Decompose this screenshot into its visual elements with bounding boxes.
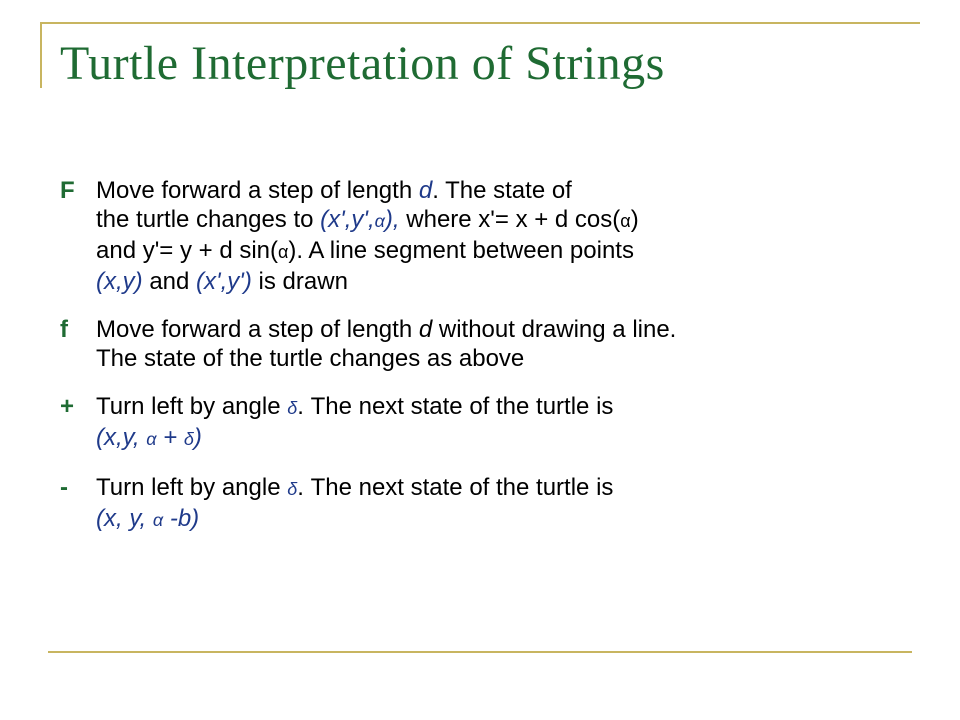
rule-symbol: + [60,393,75,420]
math-expression: ) [193,424,202,451]
math-expression: + [156,424,184,451]
text-run: is drawn [251,268,348,295]
text-run: and [142,268,197,295]
rule-symbol: F [60,177,75,204]
bottom-rule [48,651,912,653]
greek-symbol: α [278,242,289,262]
math-expression: ), [384,206,400,233]
math-expression: (x,y) [96,268,143,295]
text-run: d [418,316,433,343]
text-run: . The next state of the turtle is [297,393,614,420]
greek-symbol: α [620,211,631,231]
text-run: Move forward a step of length [96,177,419,204]
math-expression: (x,y, [96,424,147,451]
text-run: ) [630,206,639,233]
rule-description [96,315,920,373]
greek-symbol: α [146,429,157,449]
text-run: without drawing a line. [432,316,677,343]
text-run: the turtle changes to [96,206,321,233]
greek-symbol: δ [287,479,298,499]
rule-item-plus [60,392,920,454]
text-run: where x'= x + d cos( [399,206,621,233]
left-rule [40,22,42,88]
top-rule [40,22,920,24]
text-run: The state of the turtle changes as above [96,345,525,372]
text-run: Turn left by angle [96,474,288,501]
math-expression: (x, y, [96,505,153,532]
greek-symbol: α [152,510,164,530]
text-run: Move forward a step of length [96,316,419,343]
rule-item-F [60,176,920,296]
greek-symbol: δ [287,398,298,418]
rule-item-minus [60,473,920,535]
text-run: Turn left by angle [96,393,288,420]
slide-body [60,176,920,554]
text-run: . The state of [432,177,572,204]
rule-description [96,392,920,454]
math-expression: -b) [163,505,200,532]
text-run: . The next state of the turtle is [297,474,614,501]
math-expression: (x',y') [196,268,252,295]
rule-symbol: - [60,474,68,501]
greek-symbol: δ [183,429,194,449]
rule-description [96,473,920,535]
rule-symbol: f [60,316,68,343]
rule-description [96,176,920,296]
math-expression: d [418,177,433,204]
slide-title: Turtle Interpretation of Strings [60,37,665,90]
text-run: and y'= y + d sin( [96,237,279,264]
text-run: ). A line segment between points [288,237,634,264]
rule-item-f [60,315,920,373]
greek-symbol: α [374,211,385,231]
math-expression: (x',y', [320,206,375,233]
